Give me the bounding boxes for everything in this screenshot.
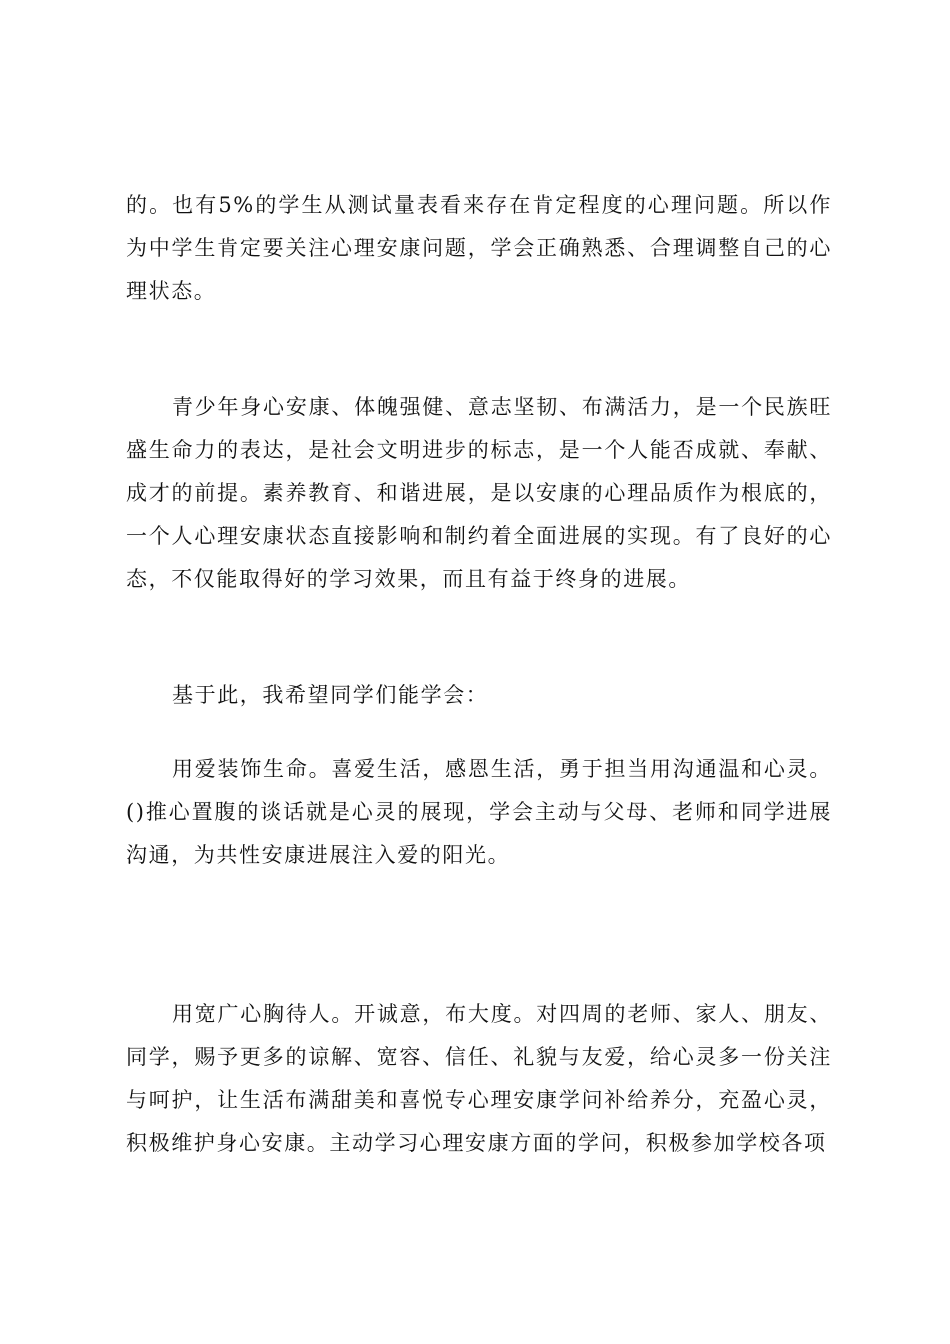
paragraph-continued: 的。也有5%的学生从测试量表看来存在肯定程度的心理问题。所以作为中学生肯定要关注心理安康问题，学会正确熟悉、合理调整自己的心理状态。 <box>126 193 832 303</box>
paragraph-hope-intro: 基于此，我希望同学们能学会： <box>172 683 489 707</box>
paragraph-broad-mind: 用宽广心胸待人。开诚意，布大度。对四周的老师、家人、朋友、同学，赐予更多的谅解、宽容、信任、礼貌与友爱，给心灵多一份关注与呵护，让生活布满甜美和喜悦专心理安康学问补给养分，充盈心灵，积极维护身心安康。主动学习心理安康方面的学问，积极参加学校各项 <box>126 1002 832 1155</box>
paragraph-youth-health: 青少年身心安康、体魄强健、意志坚韧、布满活力，是一个民族旺盛生命力的表达，是社会文明进步的标志，是一个人能否成就、奉献、成才的前提。素养教育、和谐进展，是以安康的心理品质作为根底的，一个人心理安康状态直接影响和制约着全面进展的实现。有了良好的心态，不仅能取得好的学习效果，而且有益于终身的进展。 <box>126 395 832 591</box>
paragraph-love-life: 用爱装饰生命。喜爱生活，感恩生活，勇于担当用沟通温和心灵。()推心置腹的谈话就是心灵的展现，学会主动与父母、老师和同学进展沟通，为共性安康进展注入爱的阳光。 <box>126 757 832 867</box>
